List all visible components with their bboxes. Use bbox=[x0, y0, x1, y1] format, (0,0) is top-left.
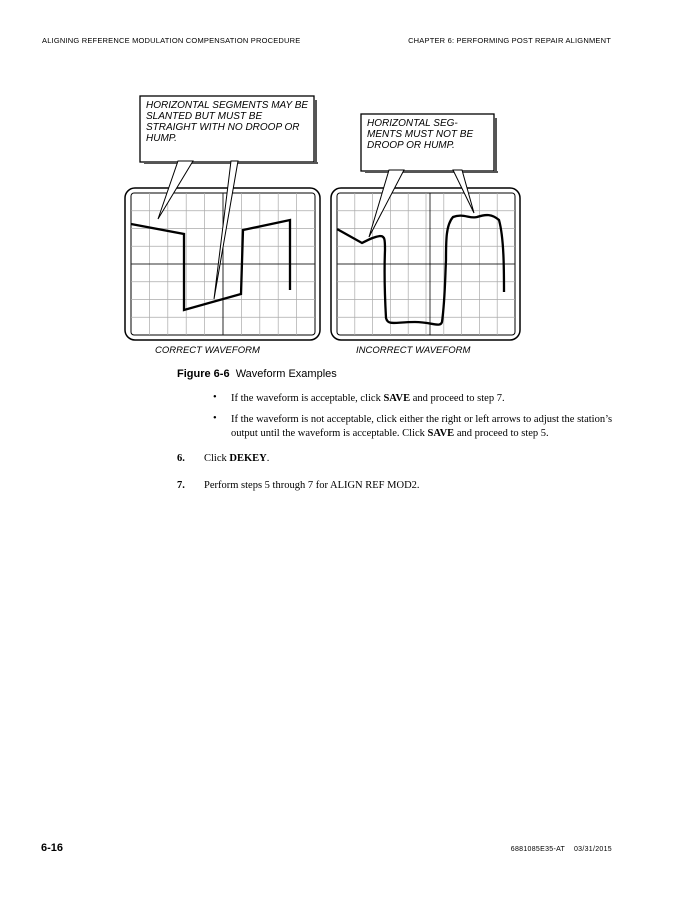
figure-caption bbox=[177, 368, 337, 380]
step-6-text: Click DEKEY. bbox=[204, 453, 270, 464]
label-correct-waveform: CORRECT WAVEFORM bbox=[155, 345, 260, 356]
step-7-text: Perform steps 5 through 7 for ALIGN REF MOD2. bbox=[204, 480, 420, 491]
running-header-left: ALIGNING REFERENCE MODULATION COMPENSATION PROCEDURE bbox=[42, 36, 301, 45]
bullet-1-symbol: • bbox=[213, 392, 217, 403]
page-number: 6-16 bbox=[41, 842, 64, 854]
label-incorrect-waveform: INCORRECT WAVEFORM bbox=[356, 345, 471, 356]
callout-right-text: HORIZONTAL SEG-MENTS MUST NOT BE DROOP OR HUMP. bbox=[367, 118, 474, 151]
bullet-2-text: If the waveform is not acceptable, click either the right or left arrows to adjust the station’s output until the waveform is acceptable. Click SAVE and proceed to step 5. bbox=[231, 414, 613, 439]
figure-caption-number: Figure 6-6 bbox=[177, 368, 230, 380]
bullet-2-symbol: • bbox=[213, 413, 217, 424]
dekey-keyword: DEKEY bbox=[229, 453, 267, 464]
save-keyword: SAVE bbox=[383, 393, 411, 404]
bullet-1-text: If the waveform is acceptable, click SAVE and proceed to step 7. bbox=[231, 393, 505, 404]
callout-left-text: HORIZONTAL SEGMENTS MAY BE SLANTED BUT MUST BE STRAIGHT WITH NO DROOP OR HUMP. bbox=[146, 100, 309, 144]
scope-right bbox=[331, 188, 520, 340]
scope-left bbox=[125, 188, 320, 340]
save-keyword: SAVE bbox=[427, 428, 455, 439]
document-id: 6881085E35-AT 03/31/2015 bbox=[510, 846, 612, 853]
step-6-number: 6. bbox=[177, 453, 185, 464]
running-header-right: CHAPTER 6: PERFORMING POST REPAIR ALIGNMENT bbox=[408, 36, 611, 45]
figure-caption-text: Waveform Examples bbox=[235, 368, 337, 380]
step-7-number: 7. bbox=[177, 480, 185, 491]
